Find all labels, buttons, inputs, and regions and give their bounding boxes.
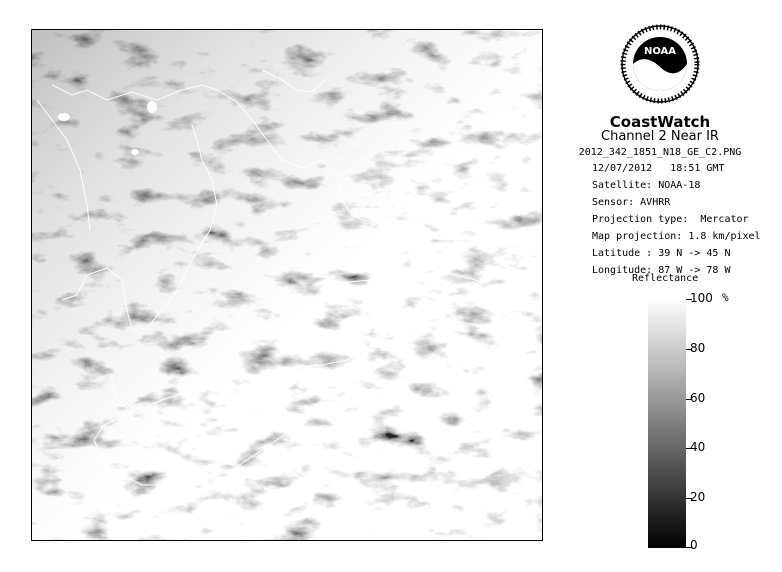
colorbar-tick-label: 40 — [690, 440, 706, 454]
meta-sensor: Sensor: AVHRR — [592, 197, 671, 208]
channel-subtitle: Channel 2 Near IR — [601, 129, 719, 144]
meta-projection-type: Projection type: Mercator — [592, 214, 749, 225]
meta-satellite: Satellite: NOAA-18 — [592, 180, 701, 191]
satellite-image — [31, 29, 543, 541]
colorbar-tick-label: 80 — [690, 341, 706, 355]
colorbar-tick-label: 0 — [690, 538, 698, 552]
colorbar — [648, 299, 686, 548]
satellite-image-svg — [32, 30, 542, 540]
noaa-logo-text: NOAA — [643, 46, 677, 57]
file-name: 2012_342_1851_N18_GE_C2.PNG — [578, 147, 742, 158]
meta-date: 12/07/2012 18:51 GMT — [592, 163, 725, 174]
colorbar-unit: % — [722, 291, 729, 304]
page-title: CoastWatch — [609, 113, 711, 131]
meta-longitude: Longitude: 87 W -> 78 W — [592, 265, 731, 276]
noaa-logo — [620, 23, 700, 109]
colorbar-tick-label: 100 — [690, 291, 713, 305]
meta-latitude: Latitude : 39 N -> 45 N — [592, 248, 731, 259]
meta-map-projection: Map projection: 1.8 km/pixel — [592, 231, 761, 242]
colorbar-tick-label: 60 — [690, 391, 706, 405]
colorbar-tick-label: 20 — [690, 490, 706, 504]
colorbar-title: Reflectance — [632, 273, 699, 284]
